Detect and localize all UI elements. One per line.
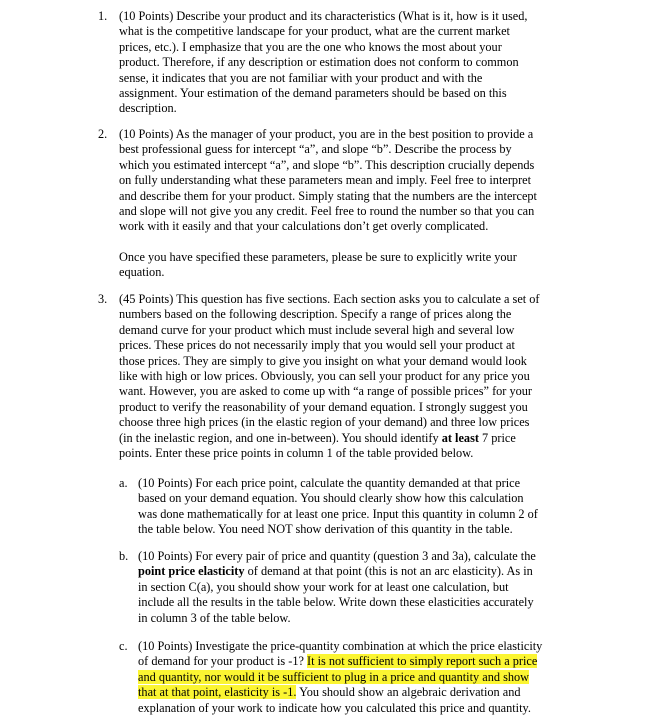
text-line: numbers based on the following description. Specify a range of prices along the [119,307,512,322]
text-line: on fully understanding what these parameters mean and imply. Feel free to interpret [119,173,532,188]
emphasis-at-least: at least [441,430,479,445]
text-line: sense, it indicates that you are not familiar with your product and with the [119,70,483,85]
text-line: explanation of your work to indicate how you calculated this price and quantity. [138,700,531,715]
text-line: (10 Points) Describe your product and its characteristics (What is it, how is it used, [119,9,528,23]
text-line: (10 Points) As the manager of your product, you are in the best position to provide a [119,127,534,141]
text-line: best professional guess for intercept “a”, and slope “b”. Describe the process by [119,142,512,157]
question-number: 1. [98,9,108,23]
text-span: (in the inelastic region, and one in-between). You should identify [119,430,442,445]
text-line: prices. These prices do not necessarily imply that you would sell your product at [119,338,515,353]
question-text [119,127,537,281]
text-line: points. Enter these price points in column 1 of the table provided below. [119,446,474,461]
text-line: include all the results in the table below. Write down these elasticities accurately [138,595,534,610]
subquestion-text [138,549,536,626]
text-line: (10 Points) For each price point, calculate the quantity demanded at that price [138,476,521,490]
text-line: in column 3 of the table below. [138,610,291,625]
text-span: 7 price [478,430,516,445]
text-line: Once you have specified these parameters, please be sure to explicitly write your [119,249,517,264]
emphasis-point-price-elasticity: point price elasticity [138,564,245,579]
question-text [119,9,527,117]
text-line: the table below. You need NOT show derivation of this quantity in the table. [138,522,513,537]
text-line: product. Therefore, if any description or estimation does not conform to common [119,55,519,70]
text-line: and describe them for your product. Simply stating that the numbers are the intercept [119,188,537,203]
text-line: want. However, you are asked to come up with “a range of possible prices” for your [119,384,533,399]
subquestion-text [138,476,538,538]
text-line: description. [119,101,177,116]
text-line: those prices. They are simply to give you insight on what your demand would look [119,353,527,368]
text-line: demand curve for your product which must include several high and several low [119,322,515,337]
text-line [119,431,540,446]
text-line: prices, etc.). I emphasize that you are the one who knows the most about your [119,39,502,54]
text-line [138,654,542,669]
text-line: what is the competitive landscape for your product, what are the current market [119,24,510,39]
subquestion-letter: b. [119,549,129,563]
subquestion-letter: a. [119,476,128,490]
text-line: (45 Points) This question has five sections. Each section asks you to calculate a set of [119,292,540,306]
text-line: assignment. Your estimation of the demand parameters should be based on this [119,86,507,101]
text-line: (10 Points) Investigate the price-quantity combination at which the price elasticity [138,639,543,653]
text-span: of demand at that point (this is not an arc elasticity). As in [244,564,533,579]
question-number: 2. [98,127,108,141]
text-line [138,685,542,700]
subquestion-letter: c. [119,639,128,653]
text-line: in section C(a), you should show your work for at least one calculation, but [138,579,509,594]
text-span: You should show an algebraic derivation and [296,685,521,700]
text-line: which you estimated intercept “a”, and slope “b”. This description crucially depends [119,157,535,172]
text-line: based on your demand equation. You should clearly show how this calculation [138,491,524,506]
text-line [138,670,542,685]
question-number: 3. [98,292,108,306]
text-line [138,564,536,579]
highlighted-text: It is not sufficient to simply report such a price [307,654,538,669]
question-text [119,292,540,461]
text-line: equation. [119,265,165,280]
text-line: was done mathematically for at least one price. Input this quantity in column 2 of [138,506,538,521]
text-span: of demand for your product is -1? [138,654,308,669]
highlighted-text: and quantity, nor would it be sufficient to plug in a price and quantity and show [138,669,530,684]
text-line: choose three high prices (in the elastic region of your demand) and three low prices [119,415,530,430]
text-line: (10 Points) For every pair of price and quantity (question 3 and 3a), calculate the [138,549,536,563]
subquestion-text [138,639,542,716]
text-line: product to verify the reasonability of your demand equation. I strongly suggest you [119,399,528,414]
text-line: work with it easily and that your calculations don’t get overly complicated. [119,219,489,234]
text-line: and slope will not give you any credit. Feel free to round the number so that you can [119,204,535,219]
highlighted-text: that at that point, elasticity is -1. [138,685,297,700]
text-line: like with high or low prices. Obviously, you can sell your product for any price you [119,369,530,384]
